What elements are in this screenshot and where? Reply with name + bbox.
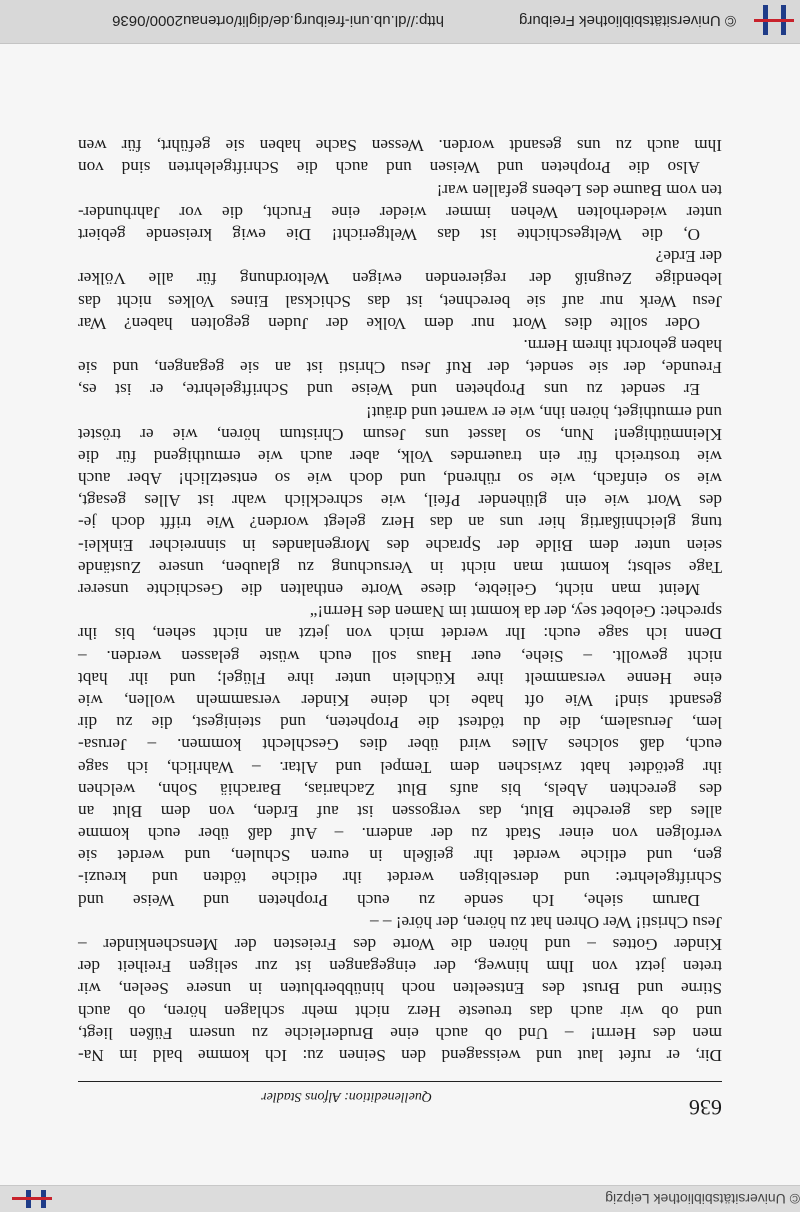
text-line: wie trostreich für ein trauerndes Volk, aber auch wie ermuthigend für die bbox=[78, 446, 722, 466]
library-credit-top: © Universitätsbibliothek Leipzig bbox=[605, 1191, 800, 1207]
text-line: Meint man nicht, Geliebte, diese Worte enthalten die Geschichte unserer bbox=[78, 580, 700, 600]
text-line: Kinder Gottes – und hören die Worte des Freiesten der Menschenkinder – bbox=[78, 935, 722, 955]
text-line: tung gleichnißartig hier uns an das Herz gelegt worden? Wie trifft doch je- bbox=[78, 513, 722, 533]
text-line: haben gehorcht ihrem Herrn. bbox=[523, 336, 722, 355]
text-line: treten jetzt von Ihm hinweg, der eingegangen ist zur seligen Freiheit der bbox=[78, 957, 722, 977]
page-number: 636 bbox=[689, 1095, 722, 1120]
text-line: und ermuthiget, hören ihn, wie er warnet und dräut! bbox=[365, 402, 722, 422]
library-credit-bottom: © Universitätsbibliothek Freiburg bbox=[519, 12, 736, 29]
text-line: gen, und etliche werdet ihr geißeln in euren Schulen, und werdet sie bbox=[78, 846, 722, 866]
text-line: Kleinmüthigen! Nun, so lasset uns Jesum Christum hören, wie er tröstet bbox=[78, 424, 722, 444]
text-line: Er sendet zu uns Propheten und Weise und Schriftgelehrte, er ist es, bbox=[78, 380, 700, 400]
text-line: Also die Propheten und Weisen und auch die Schriftgelehrten sind von bbox=[78, 158, 700, 178]
text-line: Ihm auch zu uns gesandt worden. Wessen Sache haben sie geführt, für wen bbox=[78, 136, 722, 156]
text-line: sprechet: Gelobet sey, der da kommt im Namen des Herrn!“ bbox=[309, 602, 722, 622]
text-line: Denn ich sage euch: Ihr werdet mich von jetzt an nicht sehen, bis ihr bbox=[78, 624, 722, 644]
library-logo-icon bbox=[750, 5, 794, 35]
text-line: Dir, er rufet laut und weissagend den Seinen zu: Ich komme bald im Na- bbox=[78, 1046, 722, 1065]
text-line: ihr getödtet habt zwischen dem Tempel und Altar. – Wahrlich, ich sage bbox=[78, 757, 722, 777]
text-line: Jesu Werk nur auf sie berechnet, ist das Schicksal Eines Volkes nicht das bbox=[78, 291, 722, 311]
text-line: des Wort wie ein glühender Pfeil, wie schrecklich wahr ist Alles gesagt, bbox=[78, 491, 722, 511]
text-line: ten vom Baume des Lebens gefallen war! bbox=[436, 180, 722, 200]
text-line: lem, Jerusalem, die du tödtest die Propheten, und steinigest, die zu dir bbox=[78, 713, 722, 733]
text-line: Jesu Christi! Wer Ohren hat zu hören, der höre! – – bbox=[370, 912, 722, 932]
page-body-text bbox=[78, 134, 722, 1066]
text-line: wie so einfach, wie so rührend, und doch wie so entsetzlich! Aber auch bbox=[78, 469, 722, 489]
text-line: Stirne und Brust des Entseelten noch hinübberbluten in unsere Seelen, wir bbox=[78, 979, 722, 999]
text-line: Oder sollte dies Wort nur dem Volke der Juden gegolten haben? War bbox=[78, 313, 700, 333]
text-line: Freunde, der sie sendet, der Ruf Jesu Christi ist an sie gegangen, und sie bbox=[78, 358, 722, 378]
text-line: nicht gewollt. – Siehe, euer Haus soll euch wüste gelassen werden. – bbox=[78, 646, 722, 666]
text-line: lebendige Zeugniß der regierenden ewigen Weltordnung für alle Völker bbox=[78, 269, 722, 289]
text-line: Tage selbst; kommt man nicht in Versuchung zu glauben, unsere Zustände bbox=[78, 557, 722, 577]
text-line: der Erde? bbox=[655, 247, 722, 267]
text-line: alles das gerechte Blut, das vergossen ist auf Erden, von dem Blut an bbox=[78, 801, 722, 821]
library-logo-icon bbox=[4, 1190, 52, 1208]
viewer-top-bar bbox=[0, 1185, 800, 1212]
text-line: des gerechten Abels, bis aufs Blut Zacharias, Barachiä Sohn, welchen bbox=[78, 779, 722, 799]
text-line: euch, daß solches Alles wird über dies Geschlecht kommen. – Jerusa- bbox=[78, 735, 722, 755]
text-line: men des Herrn! – Und ob auch eine Bruderleiche zu unsern Füßen liegt, bbox=[78, 1023, 722, 1043]
text-line: O, die Weltgeschichte ist das Weltgericht! Die ewig kreisende gebiert bbox=[78, 225, 700, 245]
text-line: eine Henne versammelt ihre Küchlein unter ihre Flügel; und ihr habt bbox=[78, 668, 722, 688]
page-header bbox=[78, 1081, 722, 1122]
text-line: Darum siehe, Ich sende zu euch Propheten und Weise und bbox=[78, 890, 700, 910]
text-line: verfolgen von einer Stadt zu der andern. – Auf daß über euch komme bbox=[78, 824, 722, 844]
text-line: Schriftgelehrte: und derselbigen werdet ihr etliche tödten und kreuzi- bbox=[78, 868, 722, 888]
text-line: gesandt sind! Wie oft habe ich deine Kinder versammeln wollen, wie bbox=[78, 691, 722, 710]
text-line: und ob wir auch das treueste Herz nicht mehr schlagen hören, ob auch bbox=[78, 1001, 722, 1021]
text-line: unter wiederholten Wehen immer wieder eine Frucht, die vor Jahrhunder- bbox=[78, 202, 722, 222]
text-line: seien unter dem Bilde der Sprache des Morgenlandes in sinnreicher Einklei- bbox=[78, 535, 722, 555]
source-url[interactable]: http://dl.ub.uni-freiburg.de/diglit/ortenau2000/0636 bbox=[112, 12, 444, 29]
edition-title: Quellenedition: Alfons Stadler bbox=[261, 1089, 432, 1104]
viewer-bottom-bar bbox=[0, 0, 800, 44]
